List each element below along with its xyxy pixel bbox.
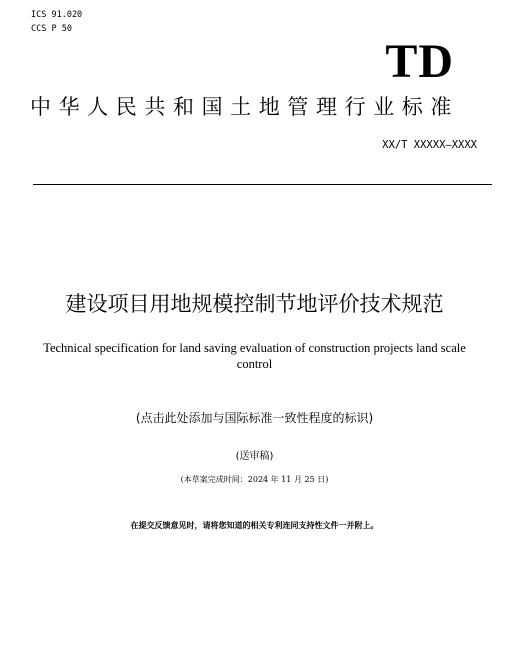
consistency-marker-placeholder[interactable]: (点击此处添加与国际标准一致性程度的标识)	[135, 411, 374, 425]
draft-stage-label: (送审稿)	[235, 451, 274, 462]
english-title: Technical specification for land saving evaluation of construction projects land scale control	[43, 341, 466, 371]
standard-number: XX/T XXXXX—XXXX	[382, 139, 477, 151]
ccs-code: CCS P 50	[31, 24, 72, 34]
td-logo: TD	[385, 35, 454, 88]
draft-completion-date: (本草案完成时间：2024 年 11 月 25 日)	[180, 475, 329, 484]
industry-standard-title: 中华人民共和国土地管理行业标准	[30, 95, 459, 119]
header-divider	[33, 184, 492, 185]
patent-notice: 在提交反馈意见时，请将您知道的相关专利连同支持性文件一并附上。	[130, 521, 379, 530]
ics-code: ICS 91.020	[31, 10, 83, 20]
chinese-title: 建设项目用地规模控制节地评价技术规范	[65, 292, 444, 316]
